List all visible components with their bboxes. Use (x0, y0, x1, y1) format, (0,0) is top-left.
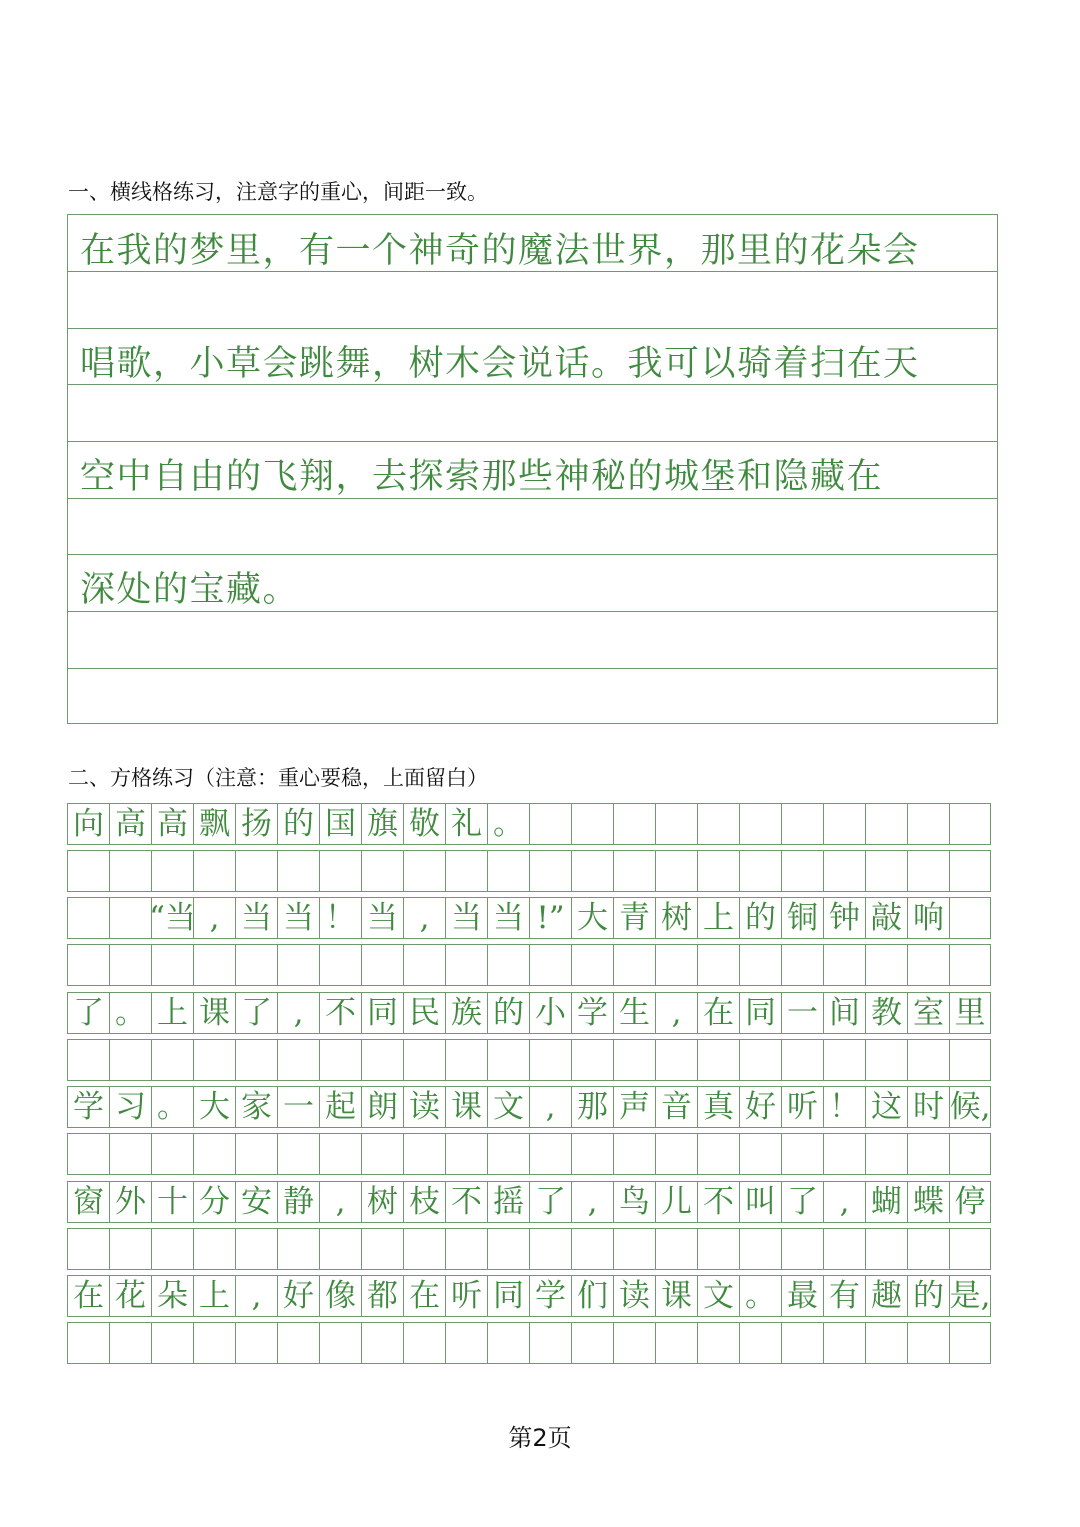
grid-cell: 室 (907, 992, 949, 1034)
grid-cell (739, 1322, 781, 1364)
grid-cell: 同 (487, 1275, 529, 1317)
grid-cell: 外 (109, 1181, 151, 1223)
grid-cell: 旗 (361, 803, 403, 845)
grid-cell (151, 1228, 193, 1270)
grid-cell: 在 (403, 1275, 445, 1317)
grid-cell (739, 803, 781, 845)
grid-cell (319, 944, 361, 986)
grid-cell (781, 944, 823, 986)
ruled-line (68, 441, 997, 442)
grid-cell (151, 1039, 193, 1081)
grid-cell (529, 1322, 571, 1364)
grid-cell (655, 803, 697, 845)
grid-cell (865, 1133, 907, 1175)
grid-cell (613, 850, 655, 892)
grid-cell: 。 (151, 1086, 193, 1128)
grid-cell (865, 803, 907, 845)
grid-cell (235, 1322, 277, 1364)
grid-cell (781, 1228, 823, 1270)
grid-cell: , (319, 1181, 361, 1223)
grid-cell (949, 897, 991, 939)
grid-cell: , (277, 992, 319, 1034)
grid-cell (487, 1228, 529, 1270)
grid-cell (403, 850, 445, 892)
grid-cell: 国 (319, 803, 361, 845)
grid-cell (571, 944, 613, 986)
grid-cell: 不 (445, 1181, 487, 1223)
grid-cell: 在 (697, 992, 739, 1034)
grid-cell: 真 (697, 1086, 739, 1128)
grid-cell: 敬 (403, 803, 445, 845)
grid-cell: 文 (487, 1086, 529, 1128)
grid-cell (697, 1228, 739, 1270)
grid-cell (529, 1039, 571, 1081)
grid-cell (949, 1322, 991, 1364)
grid-cell (613, 1133, 655, 1175)
grid-cell (865, 850, 907, 892)
grid-cell (655, 850, 697, 892)
grid-cell (823, 1228, 865, 1270)
grid-cell (529, 1133, 571, 1175)
grid-cell (403, 944, 445, 986)
grid-cell: 读 (403, 1086, 445, 1128)
grid-cell (655, 1039, 697, 1081)
grid-cell: 同 (739, 992, 781, 1034)
grid-cell (403, 1322, 445, 1364)
grid-cell (823, 850, 865, 892)
grid-cell (487, 944, 529, 986)
grid-cell: 了 (781, 1181, 823, 1223)
grid-cell: 候, (949, 1086, 991, 1128)
grid-cell: 是, (949, 1275, 991, 1317)
grid-cell (361, 850, 403, 892)
grid-cell: 族 (445, 992, 487, 1034)
grid-cell: 都 (361, 1275, 403, 1317)
grid-cell (655, 1133, 697, 1175)
grid-cell (571, 803, 613, 845)
grid-cell: 们 (571, 1275, 613, 1317)
grid-cell (529, 1228, 571, 1270)
grid-cell (529, 850, 571, 892)
grid-cell: 上 (697, 897, 739, 939)
grid-writing-row (67, 1086, 991, 1128)
grid-cell: 一 (277, 1086, 319, 1128)
grid-cell: !” (529, 897, 571, 939)
ruled-line (68, 554, 997, 555)
grid-cell (949, 944, 991, 986)
grid-cell: 向 (67, 803, 109, 845)
grid-cell: 好 (277, 1275, 319, 1317)
grid-cell (781, 1133, 823, 1175)
grid-cell: 停 (949, 1181, 991, 1223)
grid-cell (319, 1322, 361, 1364)
grid-cell: 铜 (781, 897, 823, 939)
grid-cell (781, 803, 823, 845)
grid-cell: 好 (739, 1086, 781, 1128)
grid-cell: , (823, 1181, 865, 1223)
grid-cell (361, 1322, 403, 1364)
grid-cell: 。 (487, 803, 529, 845)
grid-cell: 有 (823, 1275, 865, 1317)
grid-cell (67, 1039, 109, 1081)
grid-cell (571, 1039, 613, 1081)
grid-cell: 树 (655, 897, 697, 939)
grid-cell (445, 1039, 487, 1081)
grid-cell (109, 944, 151, 986)
grid-cell: 窗 (67, 1181, 109, 1223)
grid-writing-row (67, 1275, 991, 1317)
grid-cell (151, 1133, 193, 1175)
grid-cell: 教 (865, 992, 907, 1034)
grid-cell (823, 803, 865, 845)
grid-cell (151, 850, 193, 892)
grid-cell: 的 (739, 897, 781, 939)
grid-cell (361, 944, 403, 986)
grid-cell: 在 (67, 1275, 109, 1317)
grid-cell (949, 1228, 991, 1270)
grid-cell (67, 944, 109, 986)
grid-cell (739, 1228, 781, 1270)
grid-cell: 朗 (361, 1086, 403, 1128)
grid-cell (739, 850, 781, 892)
grid-cell: ！ (319, 897, 361, 939)
grid-cell: 敲 (865, 897, 907, 939)
grid-cell (487, 1322, 529, 1364)
grid-cell (655, 944, 697, 986)
grid-cell (571, 1228, 613, 1270)
grid-cell (907, 1322, 949, 1364)
grid-cell (361, 1133, 403, 1175)
grid-cell (823, 1039, 865, 1081)
grid-cell: 听 (781, 1086, 823, 1128)
grid-cell: 家 (235, 1086, 277, 1128)
handwritten-line-3: 空中自由的飞翔，去探索那些神秘的城堡和隐藏在 (80, 457, 884, 497)
grid-cell: 民 (403, 992, 445, 1034)
grid-cell (235, 1039, 277, 1081)
grid-cell: 响 (907, 897, 949, 939)
grid-cell: 声 (613, 1086, 655, 1128)
grid-cell: 当 (487, 897, 529, 939)
grid-cell (697, 1322, 739, 1364)
grid-cell: 趣 (865, 1275, 907, 1317)
grid-cell: 的 (277, 803, 319, 845)
grid-cell: , (529, 1086, 571, 1128)
grid-cell: 花 (109, 1275, 151, 1317)
page-number: 第2页 (508, 1424, 572, 1452)
grid-cell (445, 944, 487, 986)
grid-cell: 这 (865, 1086, 907, 1128)
grid-cell (949, 803, 991, 845)
grid-cell (487, 1039, 529, 1081)
grid-cell: 飘 (193, 803, 235, 845)
handwritten-line-1: 在我的梦里，有一个神奇的魔法世界，那里的花朵会 (80, 231, 920, 271)
grid-cell (67, 850, 109, 892)
grid-cell: 小 (529, 992, 571, 1034)
grid-cell: 起 (319, 1086, 361, 1128)
grid-cell (613, 803, 655, 845)
grid-cell (109, 850, 151, 892)
grid-cell (865, 944, 907, 986)
grid-cell: 时 (907, 1086, 949, 1128)
grid-cell: 分 (193, 1181, 235, 1223)
grid-cell: 扬 (235, 803, 277, 845)
grid-cell (697, 944, 739, 986)
grid-cell: 当 (235, 897, 277, 939)
grid-cell (781, 850, 823, 892)
grid-cell (487, 850, 529, 892)
grid-cell (193, 1322, 235, 1364)
grid-cell (613, 1039, 655, 1081)
section-2-heading: 二、方格练习（注意：重心要稳，上面留白） (68, 766, 488, 790)
grid-cell (655, 1322, 697, 1364)
grid-cell: 上 (151, 992, 193, 1034)
grid-cell: 不 (697, 1181, 739, 1223)
grid-cell: 儿 (655, 1181, 697, 1223)
grid-blank-row (67, 1039, 991, 1081)
grid-cell (907, 850, 949, 892)
grid-cell (529, 803, 571, 845)
grid-cell (235, 850, 277, 892)
grid-cell (151, 1322, 193, 1364)
grid-cell (109, 1039, 151, 1081)
grid-cell (823, 1322, 865, 1364)
grid-cell (445, 1322, 487, 1364)
grid-cell (193, 1039, 235, 1081)
grid-cell: 朵 (151, 1275, 193, 1317)
grid-cell (109, 1228, 151, 1270)
grid-blank-row (67, 1228, 991, 1270)
ruled-line (68, 668, 997, 669)
grid-cell (109, 897, 151, 939)
grid-cell: , (571, 1181, 613, 1223)
grid-cell: 高 (151, 803, 193, 845)
grid-cell: 钟 (823, 897, 865, 939)
grid-cell: 学 (529, 1275, 571, 1317)
grid-cell (907, 803, 949, 845)
grid-cell (151, 944, 193, 986)
handwritten-line-2: 唱歌，小草会跳舞，树木会说话。我可以骑着扫在天 (80, 344, 920, 384)
grid-cell: 学 (571, 992, 613, 1034)
grid-cell: 了 (529, 1181, 571, 1223)
grid-writing-row (67, 803, 991, 845)
handwritten-line-4: 深处的宝藏。 (80, 570, 300, 610)
grid-cell (571, 1133, 613, 1175)
grid-writing-row (67, 897, 991, 939)
grid-blank-row (67, 1322, 991, 1364)
grid-cell (403, 1228, 445, 1270)
grid-cell (739, 944, 781, 986)
grid-cell (67, 1228, 109, 1270)
grid-cell (907, 1133, 949, 1175)
grid-cell (67, 1322, 109, 1364)
grid-cell: 摇 (487, 1181, 529, 1223)
grid-cell (319, 1228, 361, 1270)
grid-cell (739, 1133, 781, 1175)
grid-cell (193, 1228, 235, 1270)
grid-cell: 不 (319, 992, 361, 1034)
grid-cell: 课 (655, 1275, 697, 1317)
grid-cell (361, 1039, 403, 1081)
grid-cell: “当 (151, 897, 193, 939)
grid-cell: 枝 (403, 1181, 445, 1223)
grid-cell (235, 1133, 277, 1175)
grid-cell: 礼 (445, 803, 487, 845)
grid-blank-row (67, 850, 991, 892)
grid-cell (823, 944, 865, 986)
grid-cell: 的 (907, 1275, 949, 1317)
grid-cell (277, 850, 319, 892)
grid-cell: 鸟 (613, 1181, 655, 1223)
section-1-heading: 一、横线格练习，注意字的重心，间距一致。 (68, 180, 488, 204)
grid-cell: 生 (613, 992, 655, 1034)
grid-cell (697, 803, 739, 845)
grid-cell (319, 1133, 361, 1175)
grid-cell: 课 (445, 1086, 487, 1128)
grid-cell (445, 850, 487, 892)
grid-cell: , (403, 897, 445, 939)
grid-cell (109, 1133, 151, 1175)
grid-cell (571, 850, 613, 892)
grid-cell: 学 (67, 1086, 109, 1128)
grid-cell (907, 1228, 949, 1270)
grid-cell (655, 1228, 697, 1270)
grid-cell (697, 1133, 739, 1175)
grid-cell: 叫 (739, 1181, 781, 1223)
grid-cell: 大 (193, 1086, 235, 1128)
grid-cell (487, 1133, 529, 1175)
grid-cell: 听 (445, 1275, 487, 1317)
grid-cell: 间 (823, 992, 865, 1034)
grid-cell: 的 (487, 992, 529, 1034)
grid-cell: 音 (655, 1086, 697, 1128)
grid-cell: , (235, 1275, 277, 1317)
grid-cell (277, 1228, 319, 1270)
grid-cell: 习 (109, 1086, 151, 1128)
grid-cell: 最 (781, 1275, 823, 1317)
grid-cell: 青 (613, 897, 655, 939)
grid-cell (277, 1133, 319, 1175)
grid-cell (949, 1039, 991, 1081)
grid-cell (235, 1228, 277, 1270)
grid-cell: 十 (151, 1181, 193, 1223)
grid-cell (361, 1228, 403, 1270)
grid-cell (193, 850, 235, 892)
grid-cell: 读 (613, 1275, 655, 1317)
grid-cell (613, 1322, 655, 1364)
grid-blank-row (67, 944, 991, 986)
grid-cell: 。 (109, 992, 151, 1034)
grid-cell (277, 1039, 319, 1081)
grid-cell (445, 1133, 487, 1175)
grid-cell: ！ (823, 1086, 865, 1128)
grid-cell (529, 944, 571, 986)
grid-cell (613, 944, 655, 986)
grid-cell (697, 1039, 739, 1081)
grid-cell (319, 850, 361, 892)
grid-cell (319, 1039, 361, 1081)
grid-cell (445, 1228, 487, 1270)
grid-cell: 文 (697, 1275, 739, 1317)
grid-cell (781, 1322, 823, 1364)
grid-cell: 像 (319, 1275, 361, 1317)
grid-cell: 蝶 (907, 1181, 949, 1223)
grid-cell (193, 1133, 235, 1175)
grid-cell (865, 1322, 907, 1364)
grid-cell (781, 1039, 823, 1081)
grid-cell (865, 1039, 907, 1081)
grid-cell: , (655, 992, 697, 1034)
grid-cell: 高 (109, 803, 151, 845)
grid-cell: 安 (235, 1181, 277, 1223)
grid-cell: 同 (361, 992, 403, 1034)
grid-cell (949, 1133, 991, 1175)
ruled-practice-box (67, 214, 998, 724)
grid-cell (907, 944, 949, 986)
grid-cell: 一 (781, 992, 823, 1034)
grid-cell: 蝴 (865, 1181, 907, 1223)
ruled-line (68, 328, 997, 329)
grid-cell: 上 (193, 1275, 235, 1317)
grid-cell (109, 1322, 151, 1364)
grid-cell (949, 850, 991, 892)
grid-cell: 当 (277, 897, 319, 939)
grid-cell (67, 1133, 109, 1175)
grid-cell: , (193, 897, 235, 939)
grid-cell: 大 (571, 897, 613, 939)
grid-cell (277, 944, 319, 986)
grid-cell: 树 (361, 1181, 403, 1223)
grid-cell (571, 1322, 613, 1364)
grid-writing-row (67, 992, 991, 1034)
grid-cell (739, 1039, 781, 1081)
grid-cell: 当 (445, 897, 487, 939)
grid-cell (277, 1322, 319, 1364)
grid-cell (403, 1133, 445, 1175)
grid-cell: 静 (277, 1181, 319, 1223)
grid-cell (235, 944, 277, 986)
grid-cell: 课 (193, 992, 235, 1034)
grid-cell: 了 (235, 992, 277, 1034)
grid-cell (823, 1133, 865, 1175)
grid-blank-row (67, 1133, 991, 1175)
grid-cell (697, 850, 739, 892)
grid-cell (865, 1228, 907, 1270)
grid-cell: 当 (361, 897, 403, 939)
grid-cell (907, 1039, 949, 1081)
grid-cell (403, 1039, 445, 1081)
grid-cell: 。 (739, 1275, 781, 1317)
grid-cell: 那 (571, 1086, 613, 1128)
grid-cell: 里 (949, 992, 991, 1034)
grid-writing-row (67, 1181, 991, 1223)
grid-cell (67, 897, 109, 939)
grid-cell (613, 1228, 655, 1270)
grid-cell (193, 944, 235, 986)
grid-cell: 了 (67, 992, 109, 1034)
